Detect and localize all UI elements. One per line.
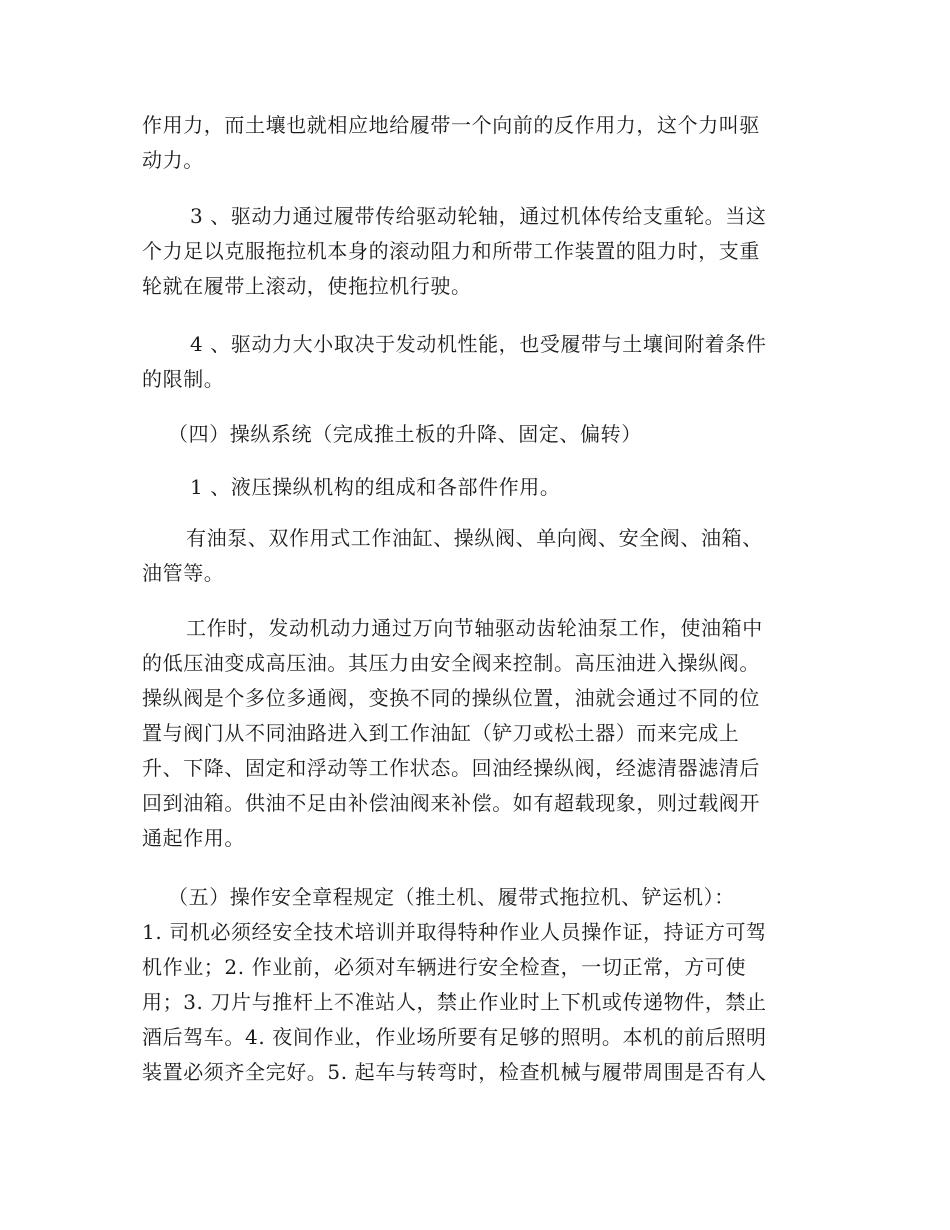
paragraph-8 bbox=[142, 880, 802, 1090]
paragraph-line: 4 、驱动力大小取决于发动机性能，也受履带与土壤间附着条件 bbox=[190, 332, 767, 356]
paragraph-line: 机作业；2. 作业前，必须对车辆进行安全检查，一切正常，方可使 bbox=[142, 955, 747, 979]
paragraph-line: 升、下降、固定和浮动等工作状态。回油经操纵阀，经滤清器滤清后 bbox=[142, 756, 760, 780]
paragraph-6 bbox=[142, 521, 802, 591]
paragraph-line: 作用力，而土壤也就相应地给履带一个向前的反作用力，这个力叫驱 bbox=[142, 113, 760, 137]
paragraph-line: 轮就在履带上滚动，使拖拉机行驶。 bbox=[142, 274, 472, 298]
paragraph-line: 置与阀门从不同油路进入到工作油缸（铲刀或松土器）而来完成上 bbox=[142, 721, 740, 745]
paragraph-line: 酒后驾车。4. 夜间作业，作业场所要有足够的照明。本机的前后照明 bbox=[142, 1025, 767, 1049]
paragraph-line: 工作时，发动机动力通过万向节轴驱动齿轮油泵工作，使油箱中 bbox=[186, 616, 763, 640]
paragraph-1 bbox=[142, 108, 802, 178]
paragraph-line: 的限制。 bbox=[142, 367, 225, 391]
paragraph-7 bbox=[142, 611, 802, 856]
paragraph-line: 通起作用。 bbox=[142, 826, 245, 850]
paragraph-2 bbox=[142, 199, 802, 304]
paragraph-line: 1. 司机必须经安全技术培训并取得特种作业人员操作证，持证方可驾 bbox=[142, 920, 767, 944]
paragraph-line: 的低压油变成高压油。其压力由安全阀来控制。高压油进入操纵阀。 bbox=[142, 651, 760, 675]
paragraph-line: 有油泵、双作用式工作油缸、操纵阀、单向阀、安全阀、油箱、 bbox=[186, 526, 763, 550]
paragraph-line: 操纵阀是个多位多通阀，变换不同的操纵位置，油就会通过不同的位 bbox=[142, 686, 760, 710]
paragraph-line: 回到油箱。供油不足由补偿油阀来补偿。如有超载现象，则过载阀开 bbox=[142, 791, 760, 815]
paragraph-line: 个力足以克服拖拉机本身的滚动阻力和所带工作装置的阻力时，支重 bbox=[142, 239, 760, 263]
paragraph-line: 油管等。 bbox=[142, 561, 225, 585]
paragraph-3 bbox=[142, 327, 802, 397]
paragraph-line: 用；3. 刀片与推杆上不准站人，禁止作业时上下机或传递物件，禁止 bbox=[142, 990, 767, 1014]
paragraph-line: 3 、驱动力通过履带传给驱动轮轴，通过机体传给支重轮。当这 bbox=[190, 204, 767, 228]
paragraph-line: 动力。 bbox=[142, 148, 204, 172]
paragraph-line: 1 、液压操纵机构的组成和各部件作用。 bbox=[190, 475, 561, 499]
paragraph-line: （五）操作安全章程规定（推土机、履带式拖拉机、铲运机）： bbox=[168, 885, 735, 909]
section-heading-4 bbox=[142, 417, 802, 452]
paragraph-line: 装置必须齐全完好。5. 起车与转弯时，检查机械与履带周围是否有人 bbox=[142, 1060, 767, 1084]
paragraph-line: （四）操纵系统（完成推土板的升降、固定、偏转） bbox=[168, 422, 642, 446]
paragraph-5 bbox=[142, 470, 802, 505]
